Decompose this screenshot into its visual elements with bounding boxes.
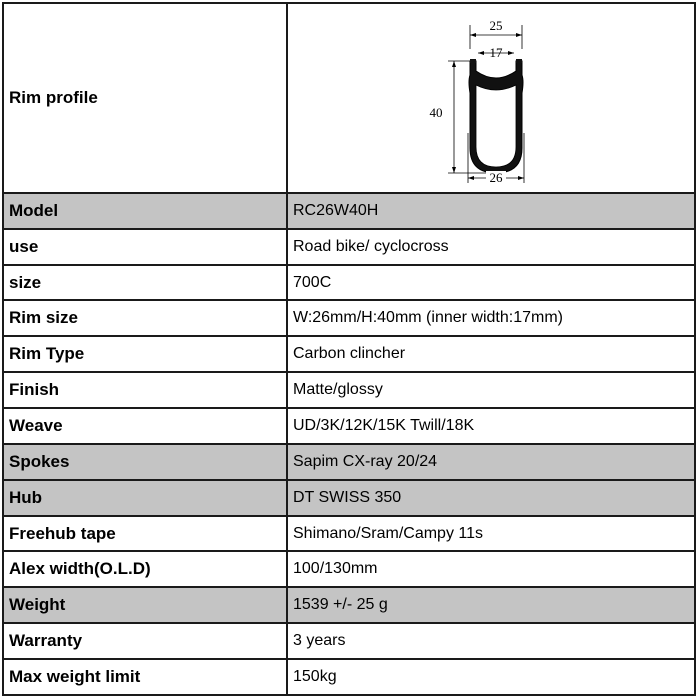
spec-label: Weave <box>3 408 287 444</box>
spec-label: Warranty <box>3 623 287 659</box>
spec-row-max-weight-limit <box>3 659 695 695</box>
spec-row-hub <box>3 480 695 516</box>
spec-value: W:26mm/H:40mm (inner width:17mm) <box>287 300 695 336</box>
rim-profile-row <box>3 3 695 193</box>
spec-label: Hub <box>3 480 287 516</box>
spec-value: DT SWISS 350 <box>287 480 695 516</box>
max-width-arrow-left <box>468 176 474 180</box>
left-hook <box>470 59 476 63</box>
spec-label: Rim size <box>3 300 287 336</box>
rim-profile-label: Rim profile <box>3 3 287 193</box>
right-hook <box>516 59 522 63</box>
spec-value: 700C <box>287 265 695 301</box>
spec-value: Sapim CX-ray 20/24 <box>287 444 695 480</box>
spec-row-size <box>3 265 695 301</box>
spec-value: UD/3K/12K/15K Twill/18K <box>287 408 695 444</box>
height-value: 40 <box>429 104 443 120</box>
outer-width-value: 25 <box>489 17 503 33</box>
spec-row-rim-type <box>3 336 695 372</box>
spec-row-spokes <box>3 444 695 480</box>
max-width-arrow-right <box>518 176 524 180</box>
inner-width-arrow-right <box>508 51 514 55</box>
spec-value: Carbon clincher <box>287 336 695 372</box>
spec-value: Matte/glossy <box>287 372 695 408</box>
spec-row-freehub-tape <box>3 516 695 552</box>
max-width-value: 26 <box>489 169 503 183</box>
spec-row-warranty <box>3 623 695 659</box>
spec-label: Model <box>3 193 287 229</box>
spec-value: Shimano/Sram/Campy 11s <box>287 516 695 552</box>
spec-label: Alex width(O.L.D) <box>3 551 287 587</box>
spec-row-rim-size <box>3 300 695 336</box>
inner-width-value: 17 <box>489 44 503 60</box>
height-arrow-top <box>452 61 456 67</box>
spec-value: 100/130mm <box>287 551 695 587</box>
spec-row-weight <box>3 587 695 623</box>
outer-width-arrow-left <box>470 33 476 37</box>
height-arrow-bottom <box>452 167 456 173</box>
spec-rows <box>3 193 695 695</box>
spec-table <box>2 2 696 696</box>
spec-label: Weight <box>3 587 287 623</box>
spec-label: Finish <box>3 372 287 408</box>
inner-width-arrow-left <box>478 51 484 55</box>
spec-value: Road bike/ cyclocross <box>287 229 695 265</box>
spec-row-finish <box>3 372 695 408</box>
spec-value: 1539 +/- 25 g <box>287 587 695 623</box>
spec-label: size <box>3 265 287 301</box>
rim-profile-cell <box>287 3 695 193</box>
spec-row-model <box>3 193 695 229</box>
spec-label: use <box>3 229 287 265</box>
spec-value: 3 years <box>287 623 695 659</box>
spec-row-alex-width-o-l-d <box>3 551 695 587</box>
spec-value: 150kg <box>287 659 695 695</box>
spec-row-weave <box>3 408 695 444</box>
spec-label: Rim Type <box>3 336 287 372</box>
spec-value: RC26W40H <box>287 193 695 229</box>
spec-row-use <box>3 229 695 265</box>
spec-label: Spokes <box>3 444 287 480</box>
spec-label: Freehub tape <box>3 516 287 552</box>
rim-profile-diagram <box>426 13 556 183</box>
rim-body-cavity <box>476 85 516 167</box>
outer-width-arrow-right <box>516 33 522 37</box>
spec-label: Max weight limit <box>3 659 287 695</box>
